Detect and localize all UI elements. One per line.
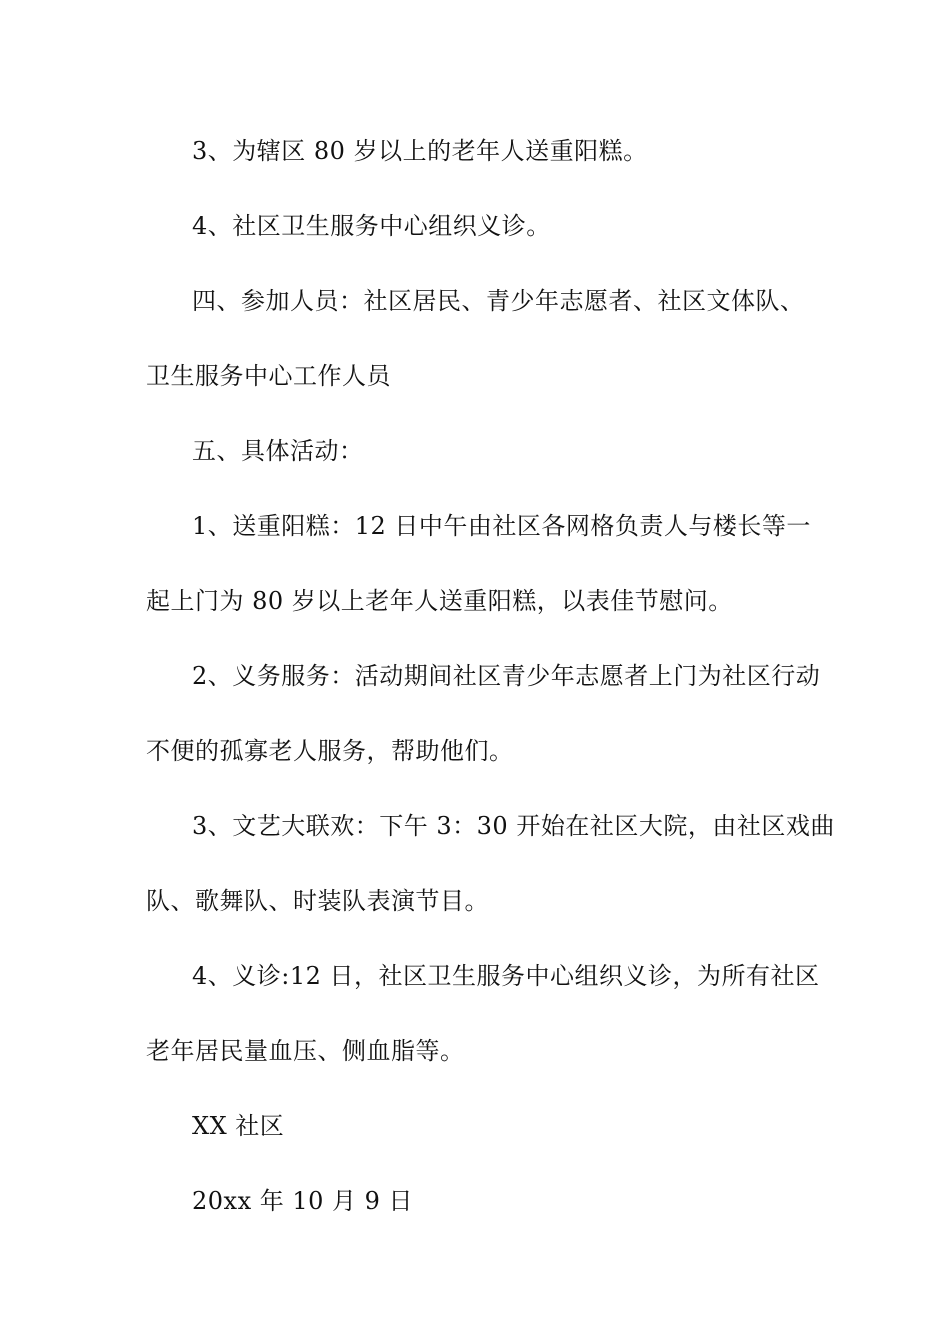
section-heading-line: 四、参加人员：社区居民、青少年志愿者、社区文体队、 (192, 287, 805, 315)
signature-date: 20xx 年 10 月 9 日 (192, 1187, 414, 1215)
paragraph-line: 不便的孤寡老人服务，帮助他们。 (146, 737, 514, 765)
paragraph-line: 老年居民量血压、侧血脂等。 (146, 1037, 465, 1065)
paragraph-line: 3、为辖区 80 岁以上的老年人送重阳糕。 (192, 137, 648, 165)
signature-organization: XX 社区 (192, 1112, 285, 1140)
paragraph-line: 起上门为 80 岁以上老年人送重阳糕，以表佳节慰问。 (146, 587, 733, 615)
paragraph-line: 4、社区卫生服务中心组织义诊。 (192, 212, 551, 240)
paragraph-line: 3、文艺大联欢：下午 3：30 开始在社区大院，由社区戏曲 (192, 812, 835, 840)
paragraph-line: 队、歌舞队、时装队表演节目。 (146, 887, 489, 915)
paragraph-line: 2、义务服务：活动期间社区青少年志愿者上门为社区行动 (192, 662, 821, 690)
paragraph-line: 1、送重阳糕：12 日中午由社区各网格负责人与楼长等一 (192, 512, 811, 540)
paragraph-line: 4、义诊:12 日，社区卫生服务中心组织义诊，为所有社区 (192, 962, 820, 990)
section-heading-line: 五、具体活动： (192, 437, 364, 465)
paragraph-line: 卫生服务中心工作人员 (146, 362, 391, 390)
